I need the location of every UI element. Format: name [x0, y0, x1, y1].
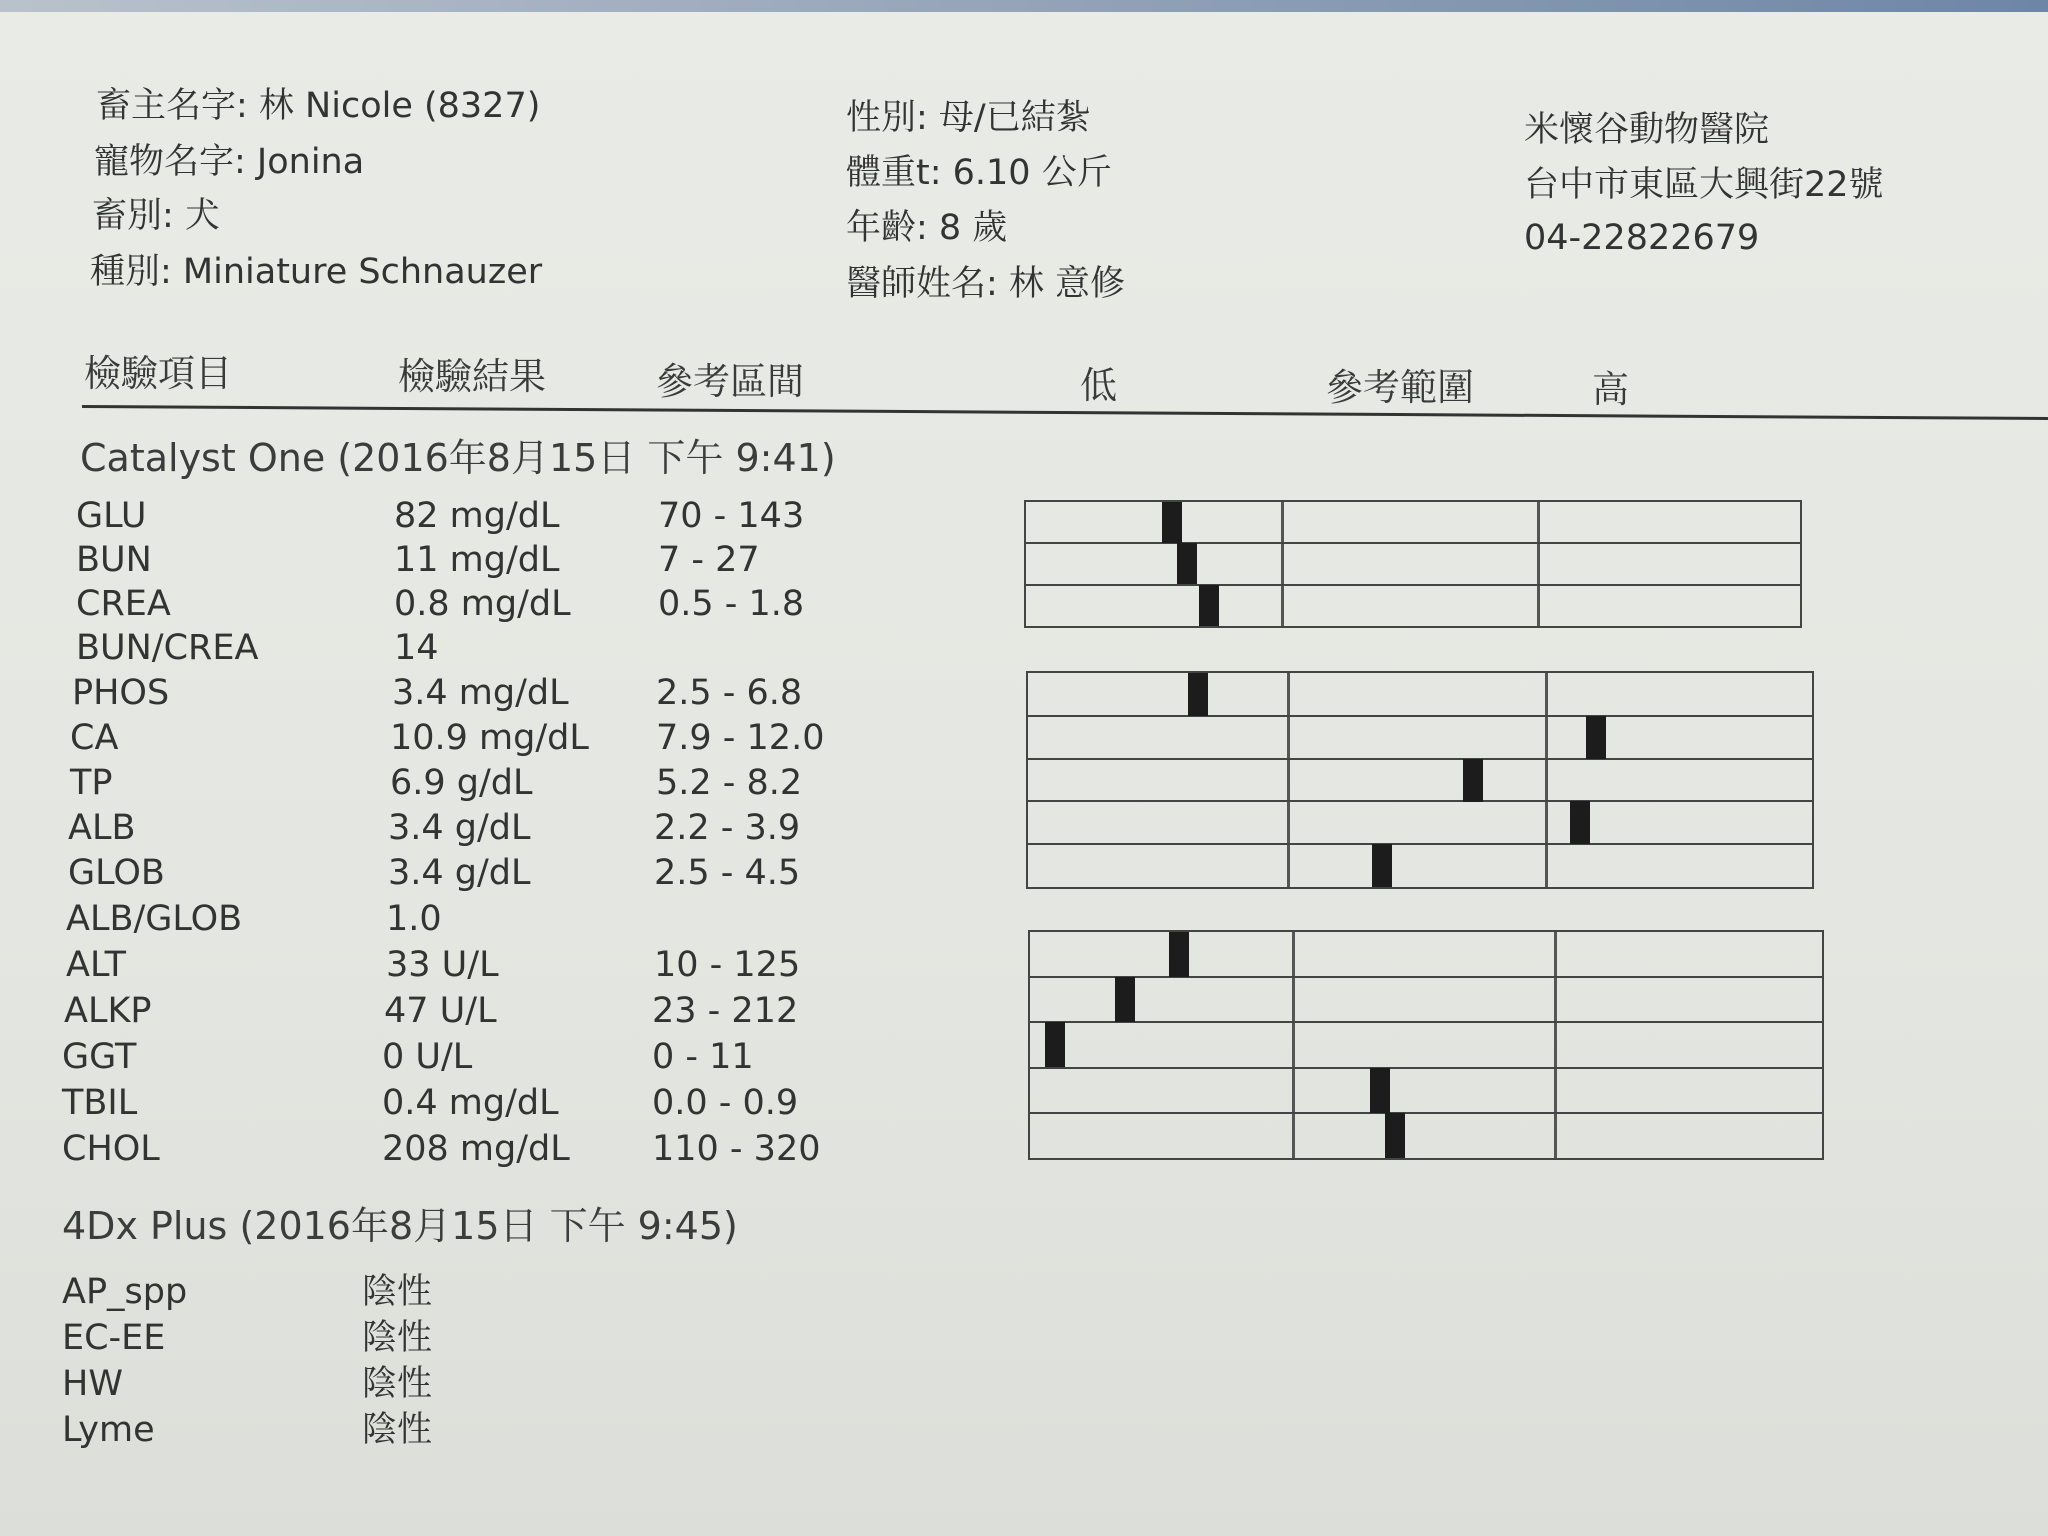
test-name-ap-spp: AP_spp [62, 1272, 188, 1312]
column-header-result: 檢驗結果 [398, 355, 546, 398]
test-reference-range: 5.2 - 8.2 [656, 763, 803, 803]
range-marker-tbil [1370, 1068, 1390, 1113]
test-result: 3.4 mg/dL [392, 673, 569, 713]
test-result: 陰性 [362, 1318, 433, 1358]
test-result: 10.9 mg/dL [390, 718, 589, 758]
section-title-catalyst: Catalyst One (2016年8月15日 下午 9:41) [80, 436, 836, 480]
high-limit-line [1554, 932, 1557, 1158]
range-marker-chol [1385, 1113, 1405, 1158]
range-marker-crea [1199, 585, 1219, 626]
test-reference-range: 0 - 11 [652, 1037, 754, 1077]
range-marker-alb [1570, 801, 1590, 844]
test-reference-range: 0.0 - 0.9 [652, 1083, 799, 1123]
range-bar-row-divider [1026, 584, 1800, 586]
range-marker-alt [1169, 932, 1189, 977]
test-result: 1.0 [386, 899, 442, 939]
column-header-ref-range: 參考範圍 [1326, 366, 1474, 409]
range-bar-row-divider [1028, 715, 1812, 717]
low-limit-line [1281, 502, 1284, 626]
test-reference-range: 10 - 125 [654, 945, 801, 985]
range-bar-row-divider [1026, 542, 1800, 544]
test-name-tp: TP [70, 763, 113, 803]
range-marker-alkp [1115, 977, 1135, 1022]
test-name-bun: BUN [76, 540, 152, 580]
test-name-ec-ee: EC-EE [62, 1318, 166, 1358]
test-reference-range: 70 - 143 [658, 496, 805, 536]
test-reference-range: 110 - 320 [652, 1129, 821, 1169]
test-reference-range: 2.5 - 6.8 [656, 673, 803, 713]
age: 年齡: 8 歲 [846, 208, 1008, 248]
test-name-hw: HW [62, 1364, 123, 1404]
test-result: 11 mg/dL [394, 540, 560, 580]
test-name-alkp: ALKP [64, 991, 152, 1031]
weight: 體重t: 6.10 公斤 [846, 153, 1112, 193]
range-bar-row-divider [1028, 800, 1812, 802]
test-result: 0 U/L [382, 1037, 473, 1077]
range-marker-tp [1463, 759, 1483, 802]
column-header-item: 檢驗項目 [84, 352, 232, 395]
test-reference-range: 0.5 - 1.8 [658, 584, 805, 624]
range-marker-ggt [1045, 1022, 1065, 1067]
clinic-phone: 04-22822679 [1524, 218, 1760, 258]
low-limit-line [1287, 673, 1290, 887]
test-result: 82 mg/dL [394, 496, 560, 536]
range-marker-ca [1586, 716, 1606, 759]
range-bar-row-divider [1030, 1021, 1822, 1023]
test-name-phos: PHOS [72, 673, 170, 713]
doctor-name: 醫師姓名: 林 意修 [846, 264, 1126, 304]
test-result: 3.4 g/dL [388, 853, 531, 893]
test-name-ggt: GGT [62, 1037, 137, 1077]
test-result: 陰性 [362, 1364, 433, 1404]
test-name-bun-crea: BUN/CREA [76, 628, 259, 668]
top-edge-strip [0, 0, 2048, 12]
range-bar-row-divider [1030, 1112, 1822, 1114]
range-bar-group-3 [1028, 930, 1824, 1160]
low-limit-line [1292, 932, 1295, 1158]
test-name-crea: CREA [76, 584, 171, 624]
test-name-alt: ALT [66, 945, 127, 985]
test-name-lyme: Lyme [62, 1410, 155, 1450]
test-name-tbil: TBIL [62, 1083, 138, 1123]
species: 畜別: 犬 [92, 196, 220, 236]
test-result: 47 U/L [384, 991, 497, 1031]
test-name-alb: ALB [68, 808, 136, 848]
test-reference-range: 23 - 212 [652, 991, 799, 1031]
range-bar-group-1 [1024, 500, 1802, 628]
test-reference-range: 2.2 - 3.9 [654, 808, 801, 848]
range-bar-row-divider [1028, 843, 1812, 845]
test-result: 0.8 mg/dL [394, 584, 571, 624]
test-name-alb-glob: ALB/GLOB [66, 899, 243, 939]
test-result: 陰性 [362, 1272, 433, 1312]
range-marker-glob [1372, 844, 1392, 887]
range-bar-row-divider [1030, 976, 1822, 978]
header-divider [82, 405, 2048, 420]
test-reference-range: 2.5 - 4.5 [654, 853, 801, 893]
range-marker-phos [1188, 673, 1208, 716]
test-name-ca: CA [70, 718, 119, 758]
sex: 性別: 母/已結紮 [846, 98, 1091, 138]
breed: 種別: Miniature Schnauzer [90, 252, 543, 292]
test-result: 33 U/L [386, 945, 499, 985]
test-name-glob: GLOB [68, 853, 165, 893]
owner-name: 畜主名字: 林 Nicole (8327) [96, 86, 541, 126]
test-result: 208 mg/dL [382, 1129, 570, 1169]
test-reference-range: 7.9 - 12.0 [656, 718, 825, 758]
test-name-chol: CHOL [62, 1129, 160, 1169]
clinic-name: 米懷谷動物醫院 [1524, 110, 1770, 150]
test-result: 3.4 g/dL [388, 808, 531, 848]
range-marker-glu [1162, 502, 1182, 543]
clinic-address: 台中市東區大興街22號 [1524, 165, 1884, 205]
high-limit-line [1537, 502, 1540, 626]
column-header-range: 參考區間 [656, 360, 804, 403]
test-name-glu: GLU [76, 496, 147, 536]
test-result: 14 [394, 628, 439, 668]
range-marker-bun [1177, 543, 1197, 584]
range-bar-group-2 [1026, 671, 1814, 889]
column-header-low: 低 [1080, 364, 1117, 407]
pet-name: 寵物名字: Jonina [94, 142, 365, 182]
column-header-high: 高 [1592, 368, 1629, 411]
test-reference-range: 7 - 27 [658, 540, 760, 580]
test-result: 陰性 [362, 1410, 433, 1450]
section-title-4dx: 4Dx Plus (2016年8月15日 下午 9:45) [62, 1204, 738, 1248]
range-bar-row-divider [1030, 1067, 1822, 1069]
test-result: 0.4 mg/dL [382, 1083, 559, 1123]
test-result: 6.9 g/dL [390, 763, 533, 803]
high-limit-line [1545, 673, 1548, 887]
range-bar-row-divider [1028, 758, 1812, 760]
